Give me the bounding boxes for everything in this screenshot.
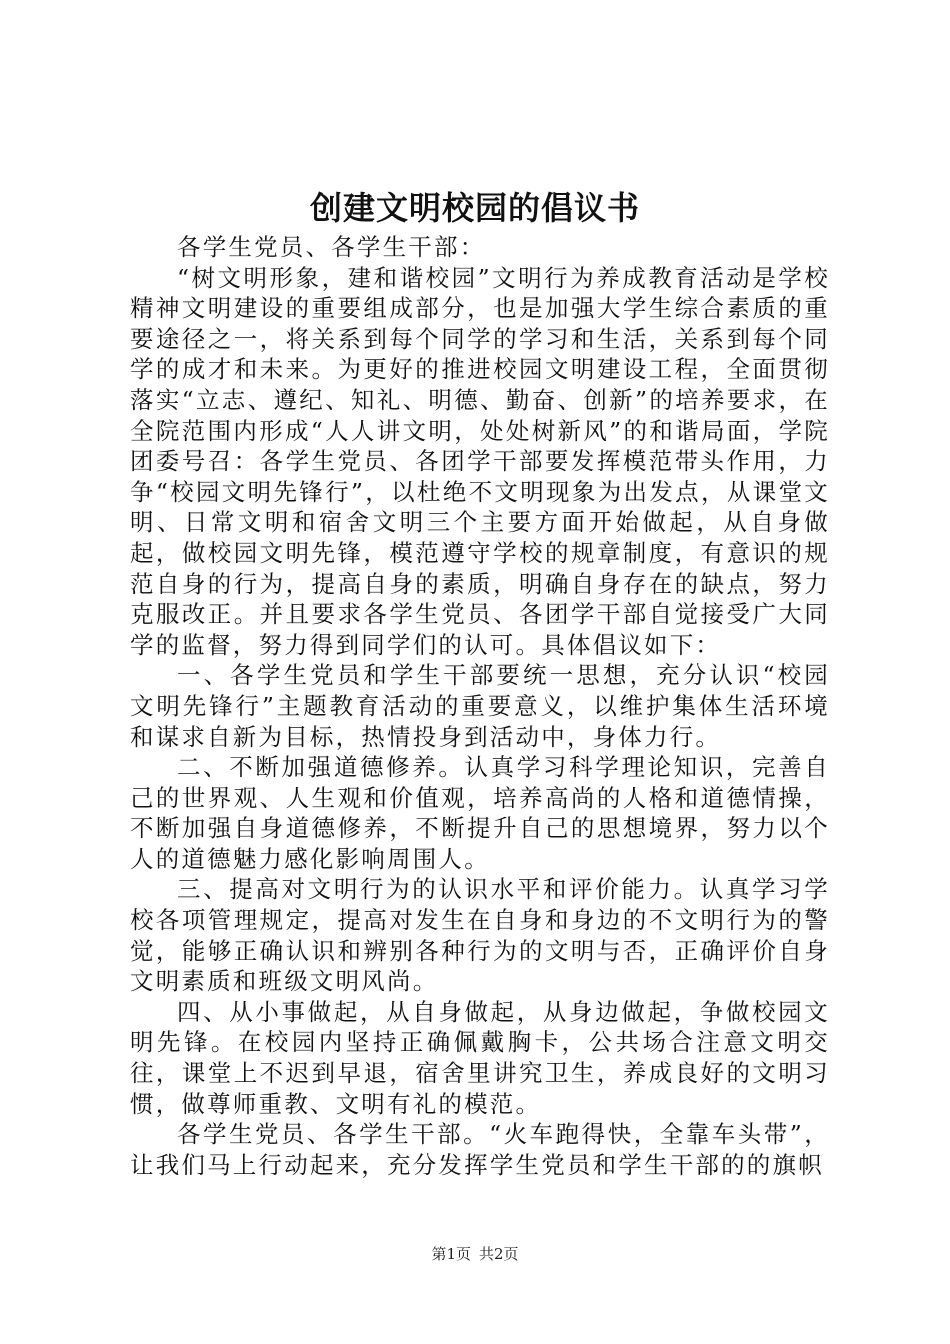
page-total: 共2页 — [479, 1245, 519, 1263]
paragraph-point-1: 一、各学生党员和学生干部要统一思想，充分认识“校园文明先锋行”主题教育活动的重要意义，以维护集体生活环境和谋求自新为目标，热情投身到活动中，身体力行。 — [130, 661, 830, 751]
paragraph-point-4: 四、从小事做起，从自身做起，从身边做起，争做校园文明先锋。在校园内坚持正确佩戴胸卡，公共场合注意文明交往，课堂上不迟到早退，宿舍里讲究卫生，养成良好的文明习惯，做尊师重教、文明有礼的模范。 — [130, 997, 830, 1118]
paragraph-closing: 各学生党员、各学生干部。“火车跑得快，全靠车头带”，让我们马上行动起来，充分发挥学生党员和学生干部的的旗帜 — [130, 1120, 830, 1179]
paragraph-point-2: 二、不断加强道德修养。认真学习科学理论知识，完善自己的世界观、人生观和价值观，培养高尚的人格和道德情操，不断加强自身道德修养，不断提升自己的思想境界，努力以个人的道德魅力感化影响周围人。 — [130, 753, 830, 873]
paragraph-intro: “树文明形象，建和谐校园”文明行为养成教育活动是学校精神文明建设的重要组成部分，也是加强大学生综合素质的重要途径之一，将关系到每个同学的学习和生活，关系到每个同学的成才和未来。为更好的推进校园文明建设工程，全面贯彻落实“立志、遵纪、知礼、明德、勤奋、创新”的培养要求，在全院范围内形成“人人讲文明，处处树新风”的和谐局面，学院团委号召：各学生党员、各团学干部要发挥模范带头作用，力争“校园文明先锋行”，以杜绝不文明现象为出发点，从课堂文明、日常文明和宿舍文明三个主要方面开始做起，从自身做起，做校园文明先锋，模范遵守学校的规章制度，有意识的规范自身的行为，提高自身的素质，明确自身存在的缺点，努力克服改正。并且要求各学生党员、各团学干部自觉接受广大同学的监督，努力得到同学们的认可。具体倡议如下： — [130, 263, 830, 659]
document-title: 创建文明校园的倡议书 — [309, 189, 640, 227]
salutation: 各学生党员、各学生干部： — [177, 233, 486, 261]
paragraph-point-3: 三、提高对文明行为的认识水平和评价能力。认真学习学校各项管理规定，提高对发生在自身和身边的不文明行为的警觉，能够正确认识和辨别各种行为的文明与否，正确评价自身文明素质和班级文明风尚。 — [130, 875, 830, 996]
page-number: 第1页 — [431, 1245, 471, 1263]
page-footer — [0, 1244, 950, 1264]
document-body — [130, 232, 830, 1180]
